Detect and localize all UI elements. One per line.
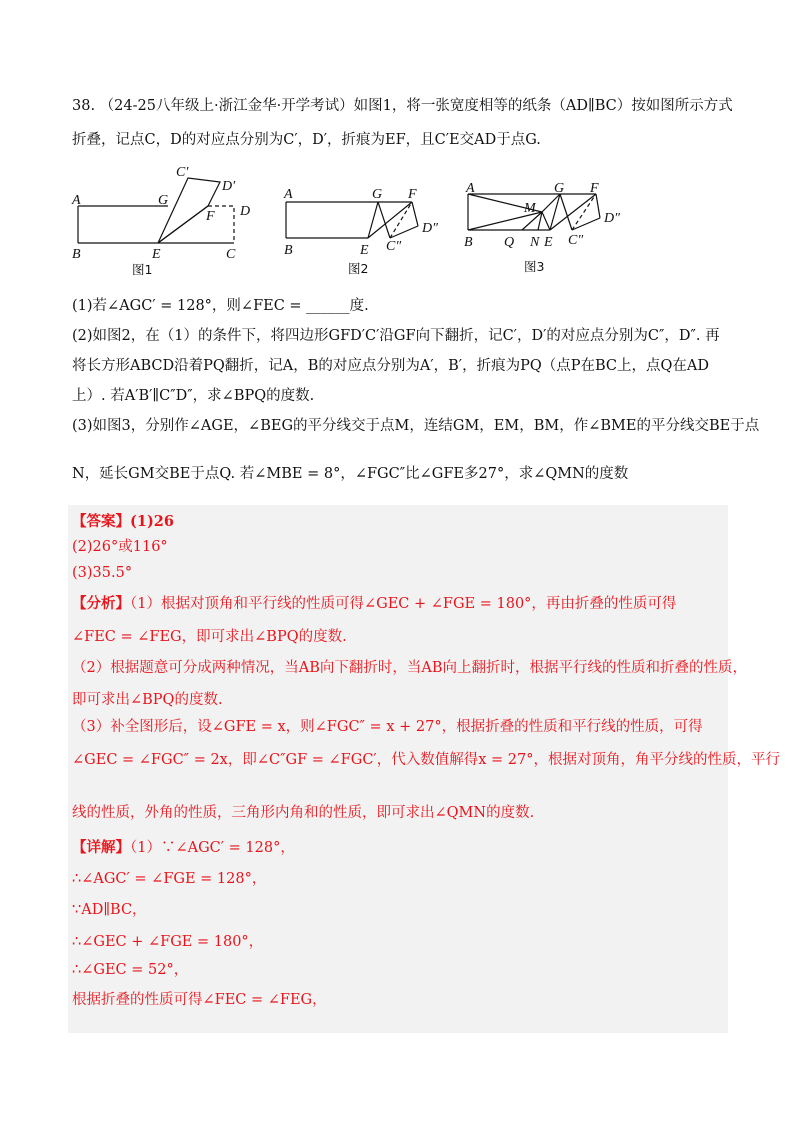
question-3-line-1: (3)如图3，分别作∠AGE，∠BEG的平分线交于点M，连结GM，EM，BM，作∠BME的平分线交BE于点 — [72, 418, 760, 434]
svg-text:A: A — [284, 187, 293, 202]
svg-text:Q: Q — [504, 235, 515, 250]
svg-text:F: F — [408, 187, 417, 202]
svg-text:B: B — [284, 243, 293, 258]
svg-text:C″: C″ — [568, 233, 584, 248]
svg-text:D′: D′ — [222, 179, 236, 194]
svg-text:D: D — [240, 204, 251, 219]
svg-text:N: N — [530, 235, 540, 250]
answer-2: (2)26°或116° — [72, 539, 168, 555]
analysis-tag: 【分析】 — [72, 595, 130, 612]
detail-line-6: 根据折叠的性质可得∠FEC = ∠FEG， — [72, 992, 327, 1008]
figure-1-caption: 图1 — [132, 262, 153, 277]
detail-line-2: ∴∠AGC′ = ∠FGE = 128°， — [72, 871, 267, 887]
svg-text:A: A — [466, 181, 475, 196]
analysis-line-3: （2）根据题意可分成两种情况，当AB向下翻折时，当AB向上翻折时，根据平行线的性质和折叠的性质， — [72, 660, 747, 676]
svg-text:A: A — [72, 193, 81, 208]
analysis-line-2: ∠FEC = ∠FEG，即可求出∠BPQ的度数. — [72, 629, 347, 645]
svg-text:C″: C″ — [386, 239, 402, 254]
svg-text:B: B — [464, 235, 473, 250]
figure-2 — [280, 180, 460, 280]
figure-3-caption: 图3 — [524, 259, 545, 274]
analysis-line-5: （3）补全图形后，设∠GFE = x，则∠FGC″ = x + 27°，根据折叠的性质和平行线的性质，可得 — [72, 719, 703, 735]
question-2-line-2: 将长方形ABCD沿着PQ翻折，记A，B的对应点分别为A′，B′，折痕为PQ（点P在BC上，点Q在AD — [72, 358, 709, 374]
answer-3: (3)35.5° — [72, 565, 133, 581]
figure-2-caption: 图2 — [348, 261, 369, 276]
svg-text:E: E — [544, 235, 553, 250]
svg-text:C′: C′ — [176, 165, 189, 180]
question-1: (1)若∠AGC′ = 128°，则∠FEC = ______度. — [72, 298, 369, 314]
analysis-line-1: 【分析】（1）根据对顶角和平行线的性质可得∠GEC + ∠FGE = 180°，再由折叠的性质可得 — [72, 595, 677, 612]
svg-text:B: B — [72, 247, 81, 262]
svg-text:E: E — [360, 243, 369, 258]
problem-line-1: 38. （24-25八年级上·浙江金华·开学考试）如图1，将一张宽度相等的纸条（AD∥BC）按如图所示方式 — [72, 98, 733, 114]
figure-3 — [460, 178, 640, 280]
question-3-line-2: N，延长GM交BE于点Q. 若∠MBE = 8°，∠FGC″比∠GFE多27°，求∠QMN的度数 — [72, 466, 629, 482]
question-2-line-3: 上）. 若A′B′∥C″D″，求∠BPQ的度数. — [72, 388, 315, 404]
question-2-line-1: (2)如图2，在（1）的条件下，将四边形GFD′C′沿GF向下翻折，记C′，D′的对应点分别为C″，D″. 再 — [72, 328, 720, 344]
svg-text:M: M — [524, 201, 536, 216]
detail-line-1: 【详解】（1）∵∠AGC′ = 128°， — [72, 839, 295, 856]
svg-text:G: G — [158, 193, 169, 208]
answer-tag: 【答案】 — [72, 513, 130, 530]
problem-line-2: 折叠，记点C，D的对应点分别为C′，D′，折痕为EF，且C′E交AD于点G. — [72, 132, 541, 148]
analysis-line-7: 线的性质，外角的性质，三角形内角和的性质，即可求出∠QMN的度数. — [72, 805, 535, 821]
analysis-line-4: 即可求出∠BPQ的度数. — [72, 692, 223, 708]
svg-text:C: C — [226, 247, 236, 262]
svg-text:F: F — [590, 181, 599, 196]
svg-text:G: G — [372, 187, 383, 202]
svg-text:D″: D″ — [422, 221, 438, 236]
answer-line — [72, 512, 174, 532]
detail-line-4: ∴∠GEC + ∠FGE = 180°， — [72, 934, 264, 950]
svg-text:D″: D″ — [604, 211, 620, 226]
answer-1: (1)26 — [130, 513, 174, 530]
svg-text:G: G — [554, 181, 565, 196]
detail-tag: 【详解】 — [72, 839, 130, 856]
svg-text:F: F — [206, 209, 215, 224]
figure-1 — [70, 160, 260, 280]
svg-text:E: E — [152, 247, 161, 262]
detail-line-5: ∴∠GEC = 52°， — [72, 962, 189, 978]
analysis-line-6: ∠GEC = ∠FGC″ = 2x，即∠C″GF = ∠FGC′，代入数值解得x = 27°，根据对顶角，角平分线的性质，平行 — [72, 752, 780, 768]
detail-line-3: ∵AD∥BC， — [72, 902, 147, 918]
